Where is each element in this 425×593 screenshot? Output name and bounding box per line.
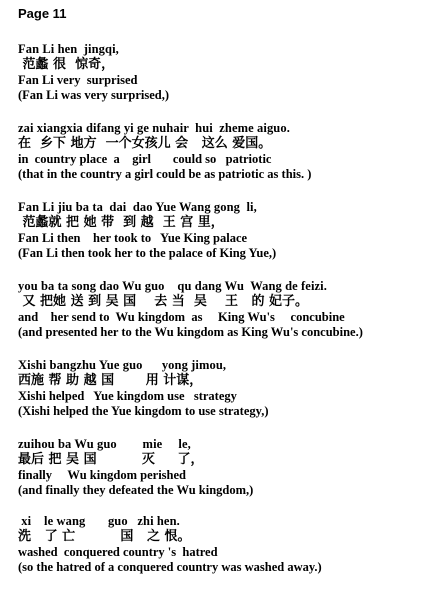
english-gloss-line: and her send to Wu kingdom as King Wu's concubine — [18, 310, 345, 324]
translation-line: (Fan Li was very surprised,) — [18, 88, 170, 102]
sentence-block — [18, 42, 418, 103]
hanzi-line: 洗 了 亡 国 之 恨。 — [18, 529, 191, 544]
english-gloss-line: Xishi helped Yue kingdom use strategy — [18, 389, 237, 403]
sentence-block — [18, 514, 418, 575]
pinyin-line: Fan Li hen jingqi, — [18, 42, 119, 56]
translation-line: (and presented her to the Wu kingdom as King Wu's concubine.) — [18, 325, 363, 339]
sentence-block — [18, 279, 418, 340]
pinyin-line: Fan Li jiu ba ta dai dao Yue Wang gong li, — [18, 200, 257, 214]
pinyin-line: xi le wang guo zhi hen. — [18, 514, 180, 528]
translation-line: (that in the country a girl could be as patriotic as this. ) — [18, 167, 312, 181]
hanzi-line: 又 把她 送 到 吴 国 去 当 吴 王 的 妃子。 — [18, 294, 309, 309]
sentence-block — [18, 358, 418, 419]
hanzi-line: 西施 帮 助 越 国 用 计谋， — [18, 373, 203, 388]
english-gloss-line: finally Wu kingdom perished — [18, 468, 186, 482]
page-number: Page 11 — [18, 6, 67, 21]
pinyin-line: Xishi bangzhu Yue guo yong jimou, — [18, 358, 227, 372]
translation-line: (and finally they defeated the Wu kingdom,) — [18, 483, 254, 497]
sentence-block — [18, 437, 418, 498]
hanzi-line: 范蠡就 把 她 带 到 越 王 宫 里， — [18, 215, 224, 230]
english-gloss-line: Fan Li very surprised — [18, 73, 138, 87]
text-blocks — [18, 42, 418, 593]
pinyin-line: zuihou ba Wu guo mie le, — [18, 437, 191, 451]
pinyin-line: you ba ta song dao Wu guo qu dang Wu Wang de feizi. — [18, 279, 327, 293]
translation-line: (Xishi helped the Yue kingdom to use strategy,) — [18, 404, 269, 418]
english-gloss-line: washed conquered country 's hatred — [18, 545, 218, 559]
hanzi-line: 最后 把 吴 国 灭 了， — [18, 452, 204, 467]
english-gloss-line: Fan Li then her took to Yue King palace — [18, 231, 248, 245]
sentence-block — [18, 121, 418, 182]
translation-line: (so the hatred of a conquered country was washed away.) — [18, 560, 322, 574]
pinyin-line: zai xiangxia difang yi ge nuhair hui zheme aiguo. — [18, 121, 290, 135]
hanzi-line: 范蠡 很 惊奇， — [18, 57, 115, 72]
translation-line: (Fan Li then took her to the palace of King Yue,) — [18, 246, 277, 260]
hanzi-line: 在 乡下 地方 一个女孩儿 会 这么 爱国。 — [18, 136, 272, 151]
english-gloss-line: in country place a girl could so patriotic — [18, 152, 272, 166]
sentence-block — [18, 200, 418, 261]
